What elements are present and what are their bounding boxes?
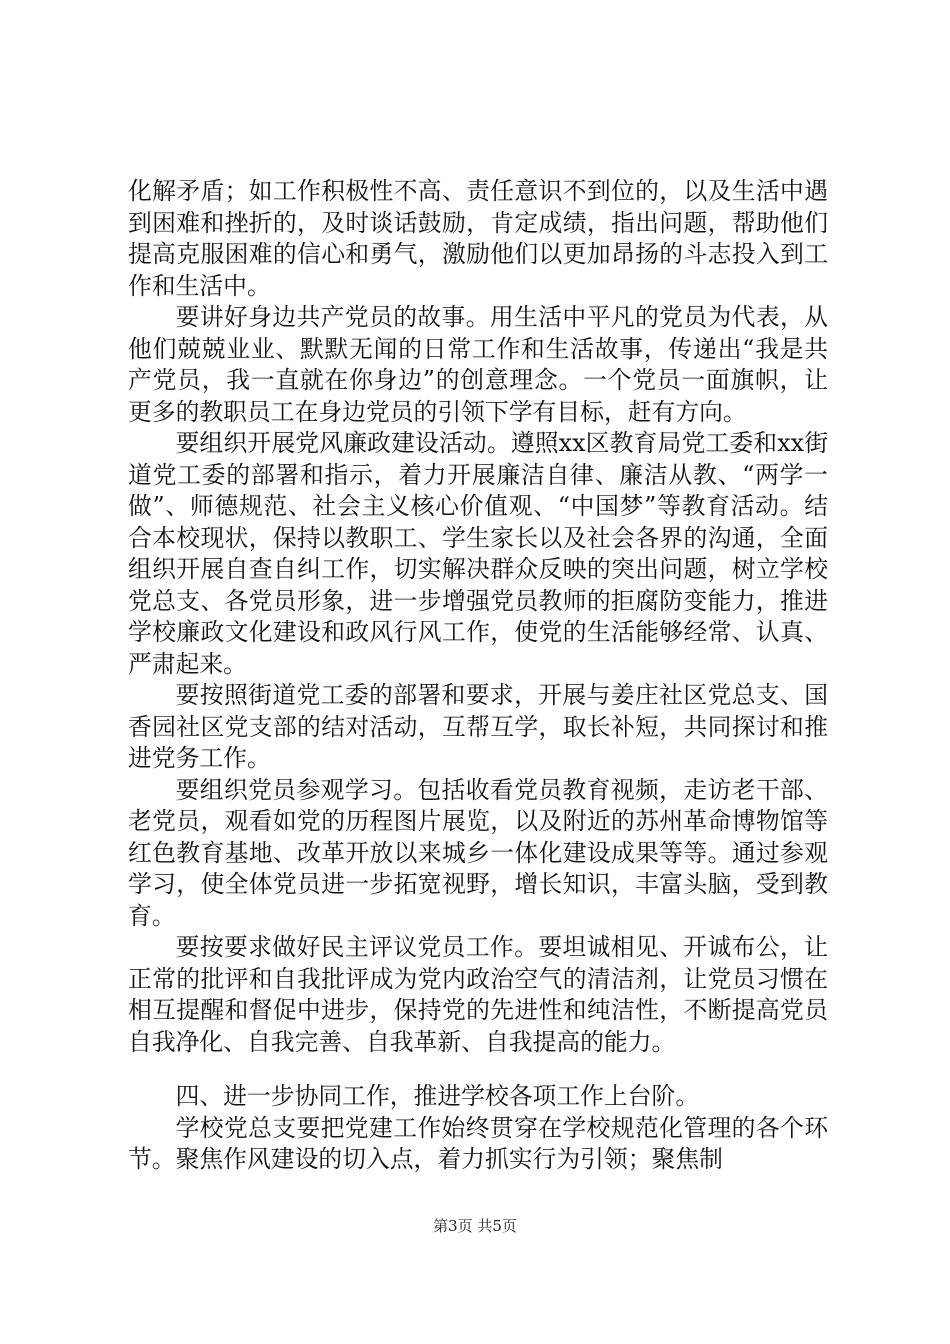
paragraph-study-visits: 要组织党员参观学习。包括收看党员教育视频，走访老干部、老党员，观看如党的历程图片展览，以及附近的苏州革命博物馆等红色教育基地、改革开放以来城乡一体化建设成果等等。通过参观学习，使全体党员进一步拓宽视野，增长知识，丰富头脑，受到教育。 [128,775,828,930]
paragraph-final: 学校党总支要把党建工作始终贯穿在学校规范化管理的各个环节。聚焦作风建设的切入点，着力抓实行为引领；聚焦制 [128,1113,828,1173]
document-body [128,176,828,1176]
paragraph-party-member-stories: 要讲好身边共产党员的故事。用生活中平凡的党员为代表，从他们兢兢业业、默默无闻的日常工作和生活故事，传递出“我是共产党员，我一直就在你身边”的创意理念。一个党员一面旗帜，让更多的教职员工在身边党员的引领下学有目标，赶有方向。 [128,303,828,426]
page-number-footer: 第3页 共5页 [433,1217,517,1235]
section-heading: 四、进一步协同工作，推进学校各项工作上台阶。 [175,1082,700,1110]
paragraph-community-pairing: 要按照街道党工委的部署和要求，开展与姜庄社区党总支、国香园社区党支部的结对活动，互帮互学，取长补短，共同探讨和推进党务工作。 [128,681,828,772]
paragraph-integrity-activities: 要组织开展党风廉政建设活动。遵照xx区教育局党工委和xx街道党工委的部署和指示，着力开展廉洁自律、廉洁从教、“两学一做”、师德规范、社会主义核心价值观、“中国梦”等教育活动。结合本校现状，保持以教职工、学生家长以及社会各界的沟通，全面组织开展自查自纠工作，切实解决群众反映的突出问题，树立学校党总支、各党员形象，进一步增强党员教师的拒腐防变能力，推进学校廉政文化建设和政风行风工作，使党的生活能够经常、认真、严肃起来。 [128,429,828,678]
paragraph-continuation: 化解矛盾；如工作积极性不高、责任意识不到位的，以及生活中遇到困难和挫折的，及时谈话鼓励，肯定成绩，指出问题，帮助他们提高克服困难的信心和勇气，激励他们以更加昂扬的斗志投入到工作和生活中。 [128,177,828,300]
paragraph-democratic-review: 要按要求做好民主评议党员工作。要坦诚相见、开诚布公，让正常的批评和自我批评成为党内政治空气的清洁剂，让党员习惯在相互提醒和督促中进步，保持党的先进性和纯洁性，不断提高党员自我净化、自我完善、自我革新、自我提高的能力。 [128,933,828,1056]
